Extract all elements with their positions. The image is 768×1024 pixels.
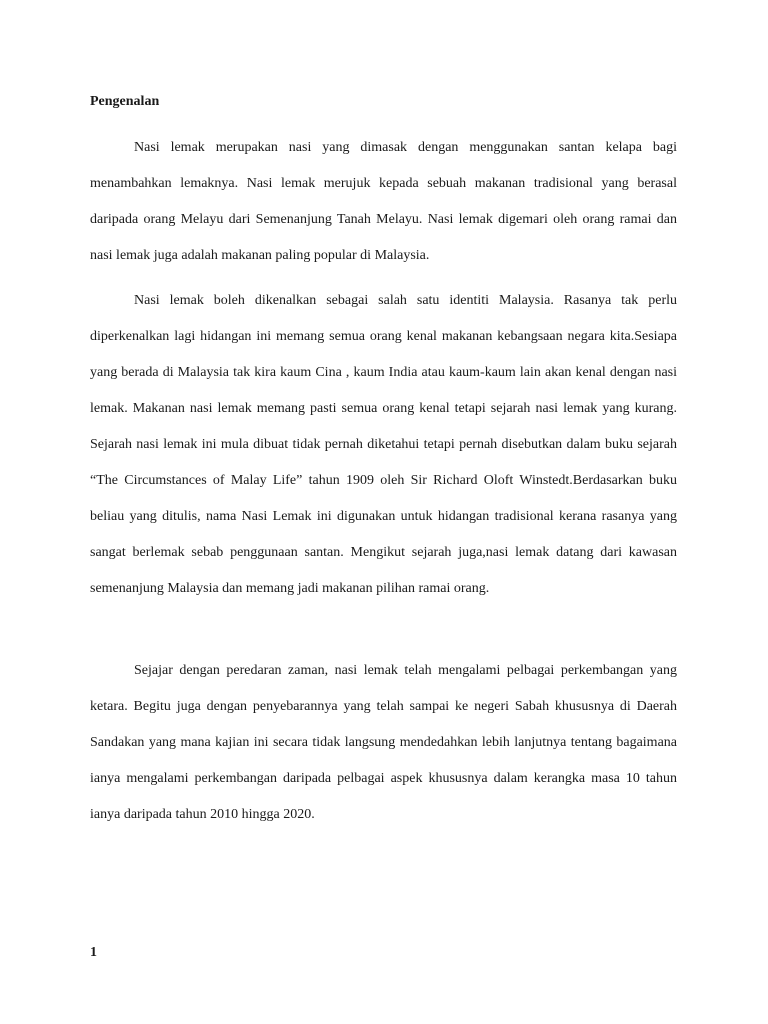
section-heading: Pengenalan bbox=[90, 94, 160, 109]
paragraph-identity-history: Nasi lemak boleh dikenalkan sebagai salah satu identiti Malaysia. Rasanya tak perlu diperkenalkan lagi hidangan ini memang semua orang kenal makanan kebangsaan negara kita.Sesiapa yang berada di Malaysia tak kira kaum Cina , kaum India atau kaum-kaum lain akan kenal dengan nasi lemak. Makanan nasi lemak memang pasti semua orang kenal tetapi sejarah nasi lemak yang kurang. Sejarah nasi lemak ini mula dibuat tidak pernah diketahui tetapi pernah disebutkan dalam buku sejarah “The Circumstances of Malay Life” tahun 1909 oleh Sir Richard Oloft Winstedt.Berdasarkan buku beliau yang ditulis, nama Nasi Lemak ini digunakan untuk hidangan tradisional kerana rasanya yang sangat berlemak sebab penggunaan santan. Mengikut sejarah juga,nasi lemak datang dari kawasan semenanjung Malaysia dan memang jadi makanan pilihan ramai orang. bbox=[90, 293, 677, 596]
paragraph-development: Sejajar dengan peredaran zaman, nasi lemak telah mengalami pelbagai perkembangan yang ketara. Begitu juga dengan penyebarannya yang telah sampai ke negeri Sabah khususnya di Daerah Sandakan yang mana kajian ini secara tidak langsung mendedahkan lebih lanjutnya tentang bagaimana ianya mengalami perkembangan daripada pelbagai aspek khususnya dalam kerangka masa 10 tahun ianya daripada tahun 2010 hingga 2020. bbox=[90, 663, 677, 822]
page-number: 1 bbox=[90, 945, 97, 960]
paragraph-introduction: Nasi lemak merupakan nasi yang dimasak dengan menggunakan santan kelapa bagi menambahkan lemaknya. Nasi lemak merujuk kepada sebuah makanan tradisional yang berasal daripada orang Melayu dari Semenanjung Tanah Melayu. Nasi lemak digemari oleh orang ramai dan nasi lemak juga adalah makanan paling popular di Malaysia. bbox=[90, 140, 677, 263]
